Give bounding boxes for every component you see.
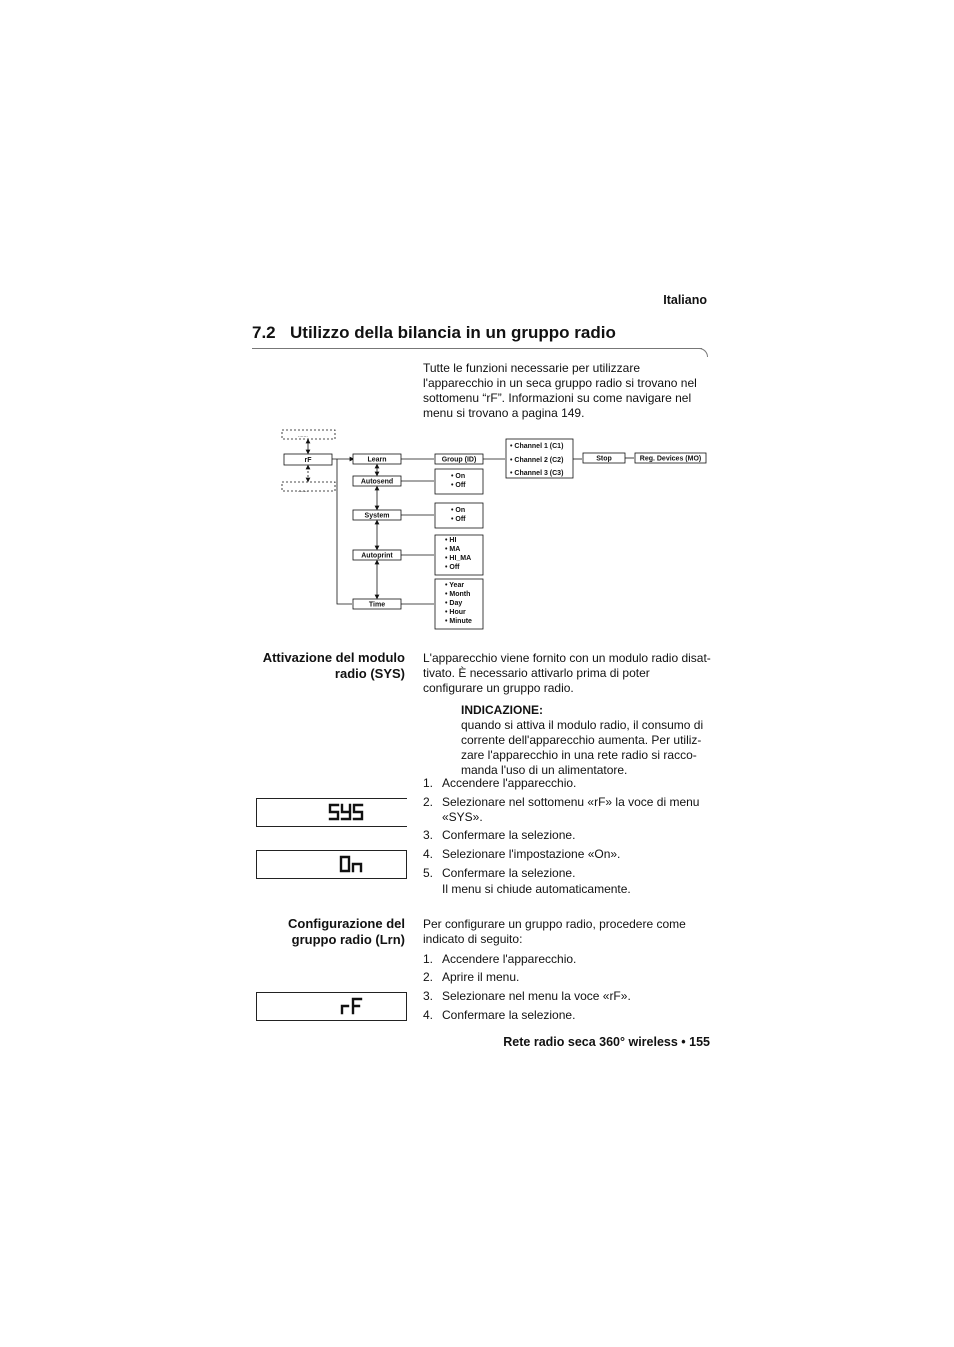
lcd-display-on [256, 850, 407, 879]
menu-item-system [353, 510, 401, 520]
time-options-box [435, 579, 483, 629]
lcd-sys-digits [257, 799, 407, 826]
svg-text:Time: Time [368, 601, 386, 609]
svg-text:• Off: • Off [451, 482, 466, 489]
lrn-section-heading: Configurazione del gruppo radio (Lrn) [288, 916, 405, 947]
lcd-display-rf [256, 992, 407, 1021]
svg-text:• On: • On [451, 473, 466, 480]
svg-text:Autoprint: Autoprint [361, 552, 393, 560]
group-id-box [435, 454, 483, 464]
svg-text:Reg. Devices (MO): Reg. Devices (MO) [639, 455, 702, 463]
svg-text:Group (ID): Group (ID) [441, 456, 477, 464]
svg-text:• Minute: • Minute [445, 618, 472, 625]
svg-text:• MA: • MA [445, 546, 461, 553]
section-number: 7.2 [252, 323, 276, 342]
lcd-rf-digits [257, 993, 406, 1020]
intro-paragraph: Tutte le funzioni necessarie per utilizzare l'apparecchio in un seca gruppo radio si trovano nel sottomenu “rF”. Informazioni su come navigare nel menu si trovano a pagina 149. [423, 361, 697, 420]
svg-text:System: System [364, 512, 390, 520]
autoprint-options-box [435, 535, 483, 575]
sys-paragraph: L'apparecchio viene fornito con un modulo radio disat-tivato. È necessario attivarlo prima di poter configurare un gruppo radio. [423, 651, 711, 695]
lrn-paragraph: Per configurare un gruppo radio, procedere come indicato di seguito: [423, 917, 686, 946]
page-footer: Rete radio seca 360° wireless • 155 [503, 1035, 710, 1049]
menu-item-time [353, 599, 401, 609]
next-item-dots: ....... [298, 488, 308, 494]
channels-box [506, 439, 573, 478]
next-item-box [282, 482, 335, 491]
svg-text:Autosend: Autosend [360, 478, 394, 486]
svg-text:Learn: Learn [367, 456, 387, 464]
prev-item-dots: ....... [298, 433, 308, 439]
note-title: INDICAZIONE: [461, 703, 543, 717]
menu-item-learn [353, 454, 401, 464]
svg-text:• Month: • Month [445, 591, 471, 598]
svg-text:• Off: • Off [451, 516, 466, 523]
autosend-options-box [435, 469, 483, 494]
svg-text:• Channel 3 (C3): • Channel 3 (C3) [510, 470, 564, 477]
svg-text:• Year: • Year [445, 582, 465, 589]
lcd-display-sys [256, 798, 407, 827]
note-text: quando si attiva il modulo radio, il consumo di corrente dell'apparecchio aumenta. Per utiliz-zare l'apparecchio in una rete radio si racco-manda l'uso di un alimentatore. [461, 718, 704, 777]
svg-text:• HI_MA: • HI_MA [445, 555, 472, 562]
stop-box [583, 453, 625, 463]
svg-text:• Hour: • Hour [445, 609, 466, 616]
language-label: Italiano [663, 293, 707, 307]
svg-text:Stop: Stop [596, 455, 612, 463]
svg-text:• On: • On [451, 507, 466, 514]
menu-item-autoprint [353, 550, 401, 560]
system-options-box [435, 503, 483, 528]
svg-text:• Off: • Off [445, 564, 460, 571]
svg-text:• Channel 2 (C2): • Channel 2 (C2) [510, 457, 564, 464]
svg-text:• Day: • Day [445, 600, 463, 607]
sys-section-heading: Attivazione del modulo radio (SYS) [262, 650, 405, 681]
menu-item-autosend [353, 476, 401, 486]
section-title: Utilizzo della bilancia in un gruppo radio [290, 323, 616, 342]
prev-item-box [282, 430, 335, 439]
menu-loop-line [337, 459, 352, 604]
reg-devices-box [635, 453, 706, 463]
rf-label: rF [304, 457, 312, 464]
svg-text:• HI: • HI [445, 537, 457, 544]
lcd-on-digits [257, 851, 406, 878]
svg-text:• Channel 1 (C1): • Channel 1 (C1) [510, 443, 564, 450]
